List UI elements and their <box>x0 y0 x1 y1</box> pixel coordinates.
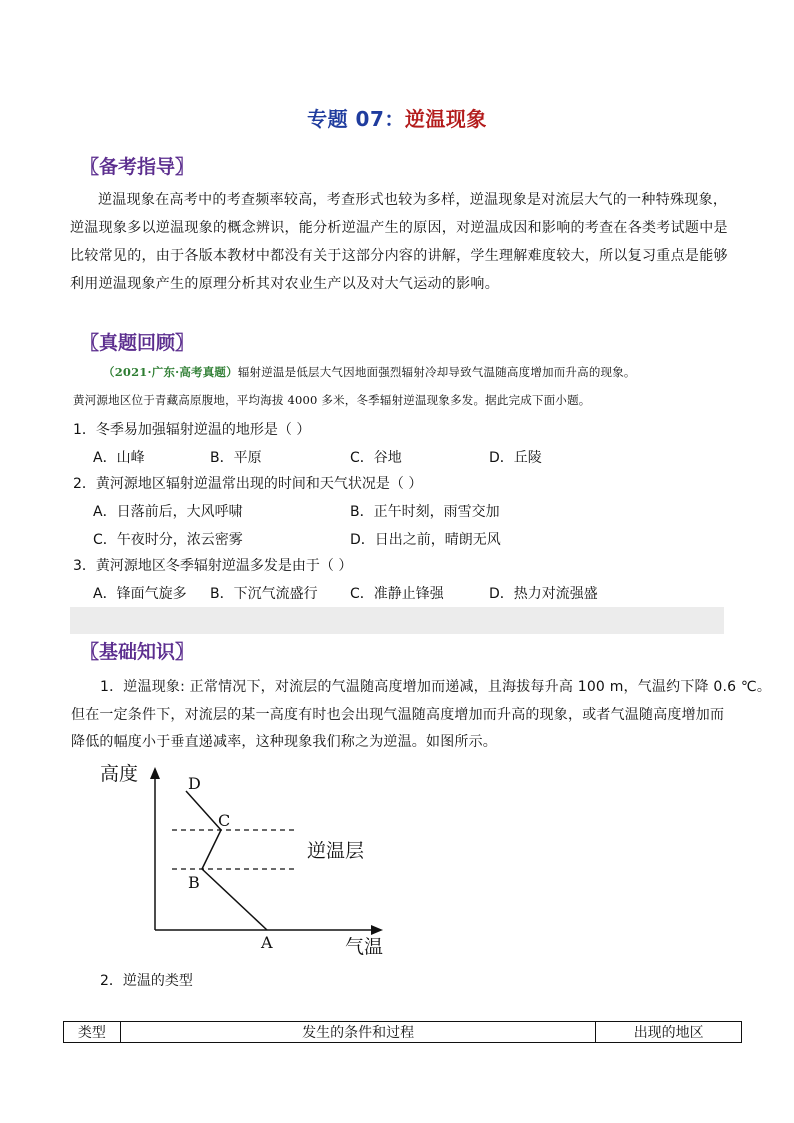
point-a-label: A <box>261 933 273 952</box>
basics-paragraph-2: 但在一定条件下，对流层的某一高度有时也会出现气温随高度增加而升高的现象，或者气温随高度增加而 <box>71 707 725 723</box>
inversion-diagram <box>95 755 405 960</box>
basics-paragraph-4: 2．逆温的类型 <box>100 973 193 989</box>
guide-paragraph: 逆温现象在高考中的考查频率较高，考查形式也较为多样，逆温现象是对流层大气的一种特殊现象，逆温现象多以逆温现象的概念辨识，能分析逆温产生的原因，对逆温成因和影响的考查在各类考试题中是比较常见的，由于各版本教材中都没有关于这部分内容的讲解，学生理解难度较大，所以复习重点是能够利用逆温现象产生的原理分析其对农业生产以及对大气运动的影响。 <box>70 192 728 292</box>
point-b-label: B <box>188 873 200 892</box>
q3-option-c: C．准静止锋强 <box>350 586 444 602</box>
basics-paragraph-3: 降低的幅度小于垂直递减率，这种现象我们称之为逆温。如图所示。 <box>71 734 497 750</box>
q1-option-b: B．平原 <box>210 450 262 466</box>
q3-option-d: D．热力对流强盛 <box>489 586 598 602</box>
y-axis-arrow <box>150 767 160 779</box>
q1-option-a: A．山峰 <box>93 450 145 466</box>
x-axis-label: 气温 <box>345 936 384 958</box>
question-1-stem: 1．冬季易加强辐射逆温的地形是（ ） <box>73 422 311 438</box>
section-review-heading: 〖真题回顾〗 <box>80 332 195 354</box>
section-guide-heading: 〖备考指导〗 <box>80 156 195 178</box>
table-header-row <box>64 1022 742 1043</box>
question-source: （2021·广东·高考真题） <box>103 365 238 379</box>
point-d-label: D <box>188 774 201 793</box>
q1-option-c: C．谷地 <box>350 450 402 466</box>
q2-option-c: C．午夜时分，浓云密雾 <box>93 532 243 548</box>
title-prefix: 专题 07： <box>307 107 405 131</box>
inversion-types-table <box>63 1021 742 1043</box>
stem-text-1: 辐射逆温是低层大气因地面强烈辐射冷却导致气温随高度增加而升高的现象。 <box>237 365 636 379</box>
review-stem-line1 <box>103 364 763 380</box>
q3-option-a: A．锋面气旋多 <box>93 586 187 602</box>
title-topic: 逆温现象 <box>404 107 487 131</box>
review-stem-line2: 黄河源地区位于青藏高原腹地，平均海拔 4000 多米，冬季辐射逆温现象多发。据此完成下面小题。 <box>73 393 591 407</box>
inversion-layer-label: 逆温层 <box>307 840 365 862</box>
point-c-label: C <box>218 811 231 830</box>
q3-option-b: B．下沉气流盛行 <box>210 586 318 602</box>
y-axis-label: 高度 <box>100 763 139 785</box>
x-axis-arrow <box>371 925 383 935</box>
section-basics-heading: 〖基础知识〗 <box>80 641 195 663</box>
question-2-stem: 2．黄河源地区辐射逆温常出现的时间和天气状况是（ ） <box>73 476 423 492</box>
answer-area-bar <box>70 607 724 634</box>
q1-option-d: D．丘陵 <box>489 450 542 466</box>
q2-option-b: B．正午时刻，雨雪交加 <box>350 504 500 520</box>
q2-option-d: D．日出之前，晴朗无风 <box>350 532 501 548</box>
q2-option-a: A．日落前后，大风呼啸 <box>93 504 243 520</box>
table-header-conditions: 发生的条件和过程 <box>120 1022 596 1043</box>
question-3-stem: 3．黄河源地区冬季辐射逆温多发是由于（ ） <box>73 558 353 574</box>
table-header-type: 类型 <box>64 1022 121 1043</box>
page-title <box>0 103 794 132</box>
basics-paragraph-1: 1．逆温现象: 正常情况下，对流层的气温随高度增加而递减，且海拔每升高 100 m，气温约下降 0.6 ℃。 <box>100 679 772 695</box>
table-header-regions: 出现的地区 <box>596 1022 742 1043</box>
